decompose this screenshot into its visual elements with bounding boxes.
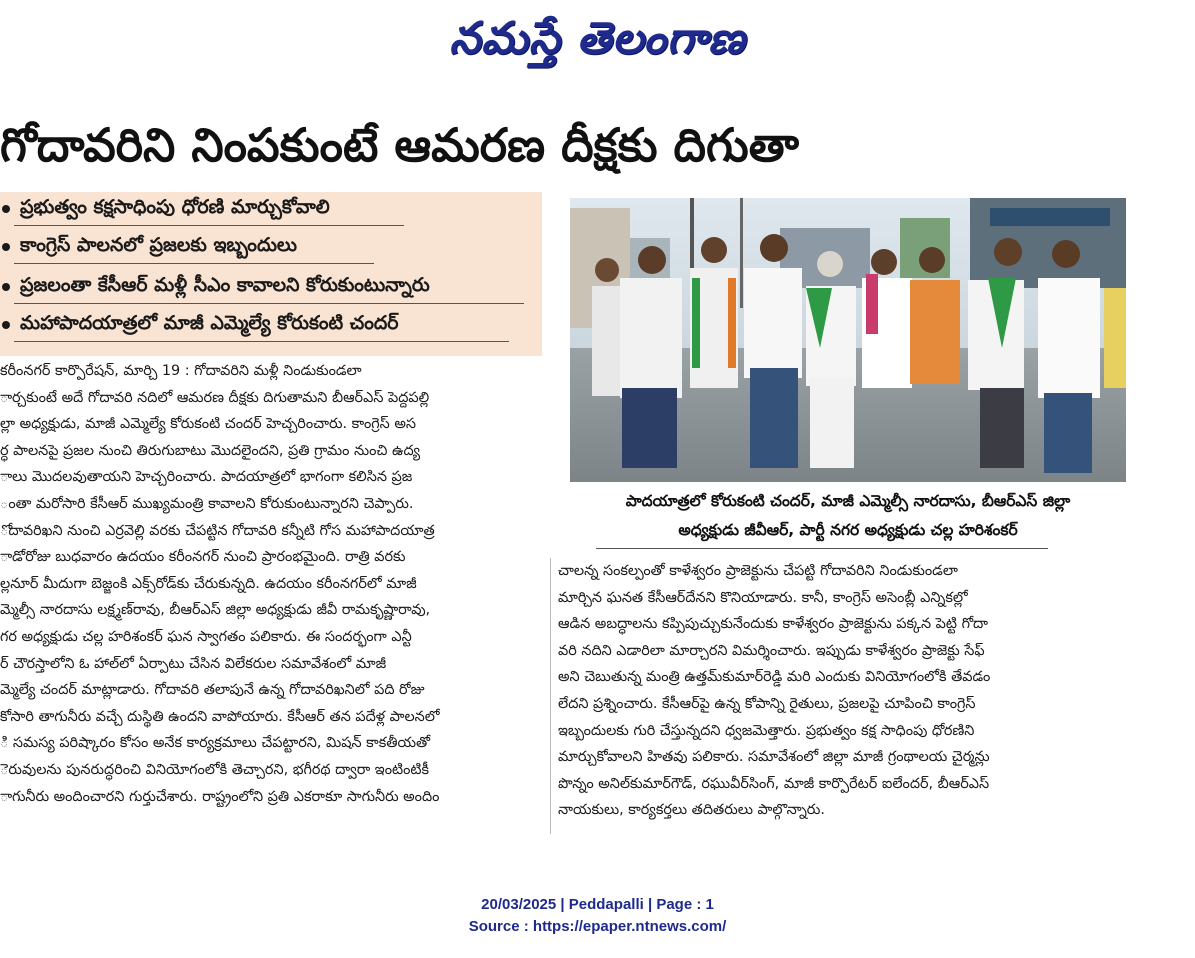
column-divider xyxy=(550,558,551,834)
article-line: ార్చకుంటే అదే గోదావరి నదిలో ఆమరణ దీక్షకు దిగుతామని బీఆర్ఎస్ పెద్దపల్లి xyxy=(0,389,430,406)
highlight-item xyxy=(0,308,399,342)
highlight-item xyxy=(0,192,330,226)
article-line: నాయకులు, కార్యకర్తలు తదితరులు పాల్గొన్నారు. xyxy=(558,802,825,819)
highlight-item xyxy=(0,230,297,264)
article-line: మార్చుకోవాలని హితవు పలికారు. సమావేశంలో జిల్లా మాజీ గ్రంథాలయ చైర్మన్లు xyxy=(558,749,990,766)
bullet-dot-icon xyxy=(2,243,10,251)
article-body-left xyxy=(0,358,546,836)
masthead xyxy=(0,4,1195,74)
article-line: అని చెబుతున్న మంత్రి ఉత్తమ్‌కుమార్‌రెడ్డి మరి ఎందుకు వినియోగంలోకి తేవడం xyxy=(558,669,991,686)
underline xyxy=(14,225,404,226)
article-line: కరీంనగర్ కార్పొరేషన్, మార్చి 19 : గోదావరిని మళ్లీ నిండుకుండలా xyxy=(0,363,362,379)
article-line: మ్మెల్సీ నారదాసు లక్ష్మణ్‌రావు, బీఆర్ఎస్ జిల్లా అధ్యక్షుడు జీవీ రామకృష్ణారావు, xyxy=(0,602,431,619)
highlight-text: ప్రజలంతా కేసీఆర్ మళ్లీ సీఎం కావాలని కోరుకుంటున్నారు xyxy=(20,273,430,296)
highlights-box xyxy=(0,192,542,356)
article-line: లేదని ప్రశ్నించారు. కేసీఆర్‌పై ఉన్న కోపాన్ని రైతులు, ప్రజలపై చూపించి కాంగ్రెస్ xyxy=(558,695,976,712)
article-line: మ్మెల్యే చందర్ మాట్లాడారు. గోదావరి తలాపునే ఉన్న గోదావరిఖనిలో పది రోజు xyxy=(0,682,425,699)
headline: గోదావరిని నింపకుంటే ఆమరణ దీక్షకు దిగుతా xyxy=(0,118,800,172)
highlight-item xyxy=(0,270,430,304)
highlight-text: కాంగ్రెస్ పాలనలో ప్రజలకు ఇబ్బందులు xyxy=(20,233,297,256)
article-line: పొన్నం అనిల్‌కుమార్‌గౌడ్, రఘువీర్‌సింగ్, మాజీ కార్పొరేటర్ ఐలేందర్, బీఆర్ఎస్ xyxy=(558,775,990,792)
article-line: ాగునీరు అందించారని గుర్తుచేశారు. రాష్ట్రంలోని ప్రతి ఎకరాకూ సాగునీరు అందిం xyxy=(0,788,440,805)
article-line: ఆడిన అబద్ధాలను కప్పిపుచ్చుకునేందుకు కాళేశ్వరం ప్రాజెక్టును పక్కన పెట్టి గోదా xyxy=(558,616,989,633)
highlight-text: మహాపాదయాత్రలో మాజీ ఎమ్మెల్యే కోరుకంటి చందర్ xyxy=(20,311,399,334)
article-body-right xyxy=(558,558,1130,836)
article-line: ల్లా అధ్యక్షుడు, మాజీ ఎమ్మెల్యే కోరుకంటి చందర్ హెచ్చరించారు. కాంగ్రెస్ అస xyxy=(0,416,416,433)
article-line: ోదావరిఖని నుంచి ఎర్రవెల్లి వరకు చేపట్టిన గోదావరి కన్నీటి గోస మహాపాదయాత్ర xyxy=(0,522,435,539)
caption-divider xyxy=(596,548,1048,549)
bullet-dot-icon xyxy=(2,321,10,329)
masthead-title: నమస్తే తెలంగాణ xyxy=(449,13,746,64)
article-line: ర్ చౌరస్తాలోని ఓ హాల్‌లో ఏర్పాటు చేసిన విలేకరుల సమావేశంలో మాజీ xyxy=(0,655,387,672)
article-line: ర్ధ పాలనపై ప్రజల నుంచి తిరుగుబాటు మొదలైందని, ప్రతి గ్రామం నుంచి ఉద్య xyxy=(0,442,421,459)
article-line: ల్లనూర్ మీదుగా బెజ్జంకి ఎక్స్‌రోడ్‌కు చేరుకున్నది. ఉదయం కరీంనగర్‌లో మాజీ xyxy=(0,575,417,592)
page-footer xyxy=(0,894,1195,938)
underline xyxy=(14,341,509,342)
article-line: ి సమస్య పరిష్కారం కోసం అనేక కార్యక్రమాలు చేపట్టారని, మిషన్ కాకతీయతో xyxy=(0,735,431,752)
article-line: ాలు మొదలవుతాయని హెచ్చరించారు. పాదయాత్రలో భాగంగా కలిసిన ప్రజ xyxy=(0,469,413,486)
bullet-dot-icon xyxy=(2,205,10,213)
article-line: వరి నదిని ఎడారిలా మార్చారని విమర్శించారు. ఇప్పుడు కాళేశ్వరం ప్రాజెక్టు సేఫ్ xyxy=(558,642,985,659)
article-line: ంతా మరోసారి కేసీఆర్ ముఖ్యమంత్రి కావాలని కోరుకుంటున్నారని చెప్పారు. xyxy=(0,495,414,512)
footer-date-edition: 20/03/2025 | Peddapalli | Page : 1 xyxy=(481,896,714,913)
highlight-text: ప్రభుత్వం కక్షసాధింపు ధోరణి మార్చుకోవాలి xyxy=(20,195,330,218)
article-line: ఇబ్బందులకు గురి చేస్తున్నదని ధ్వజమెత్తారు. ప్రభుత్వం కక్ష సాధింపు ధోరణిని xyxy=(558,722,975,739)
article-line: చాలన్న సంకల్పంతో కాళేశ్వరం ప్రాజెక్టును చేపట్టి గోదావరిని నిండుకుండలా xyxy=(558,563,958,579)
underline xyxy=(14,263,374,264)
footer-source: Source : https://epaper.ntnews.com/ xyxy=(468,918,727,935)
article-line: గర అధ్యక్షుడు చల్ల హరిశంకర్ ఘన స్వాగతం పలికారు. ఈ సందర్భంగా ఎన్టీ xyxy=(0,628,412,645)
article-line: కోసారి తాగునీరు వచ్చే దుస్థితి ఉందని వాపోయారు. కేసీఆర్ తన పదేళ్ల పాలనలో xyxy=(0,708,440,725)
padayatra-photo xyxy=(570,198,1126,482)
caption-line: పాదయాత్రలో కోరుకంటి చందర్, మాజీ ఎమ్మెల్సీ నారదాసు, బీఆర్ఎస్ జిల్లా xyxy=(625,492,1071,510)
underline xyxy=(14,303,524,304)
article-line: ాడోరోజు బుధవారం ఉదయం కరీంనగర్ నుంచి ప్రారంభమైంది. రాత్రి వరకు xyxy=(0,549,406,566)
padayatra-photo-icon xyxy=(570,198,1126,482)
article-line: ెరువులను పునరుద్ధరించి వినియోగంలోకి తెచ్చారని, భగీరథ ద్వారా ఇంటింటికీ xyxy=(0,761,430,778)
caption-line: అధ్యక్షుడు జీవీఆర్, పార్టీ నగర అధ్యక్షుడు చల్ల హరిశంకర్ xyxy=(678,521,1018,539)
article-line: మార్చిన ఘనత కేసీఆర్‌దేనని కొనియాడారు. కానీ, కాంగ్రెస్ అసెంబ్లీ ఎన్నికల్లో xyxy=(558,589,968,606)
photo-caption xyxy=(570,487,1126,553)
bullet-dot-icon xyxy=(2,283,10,291)
